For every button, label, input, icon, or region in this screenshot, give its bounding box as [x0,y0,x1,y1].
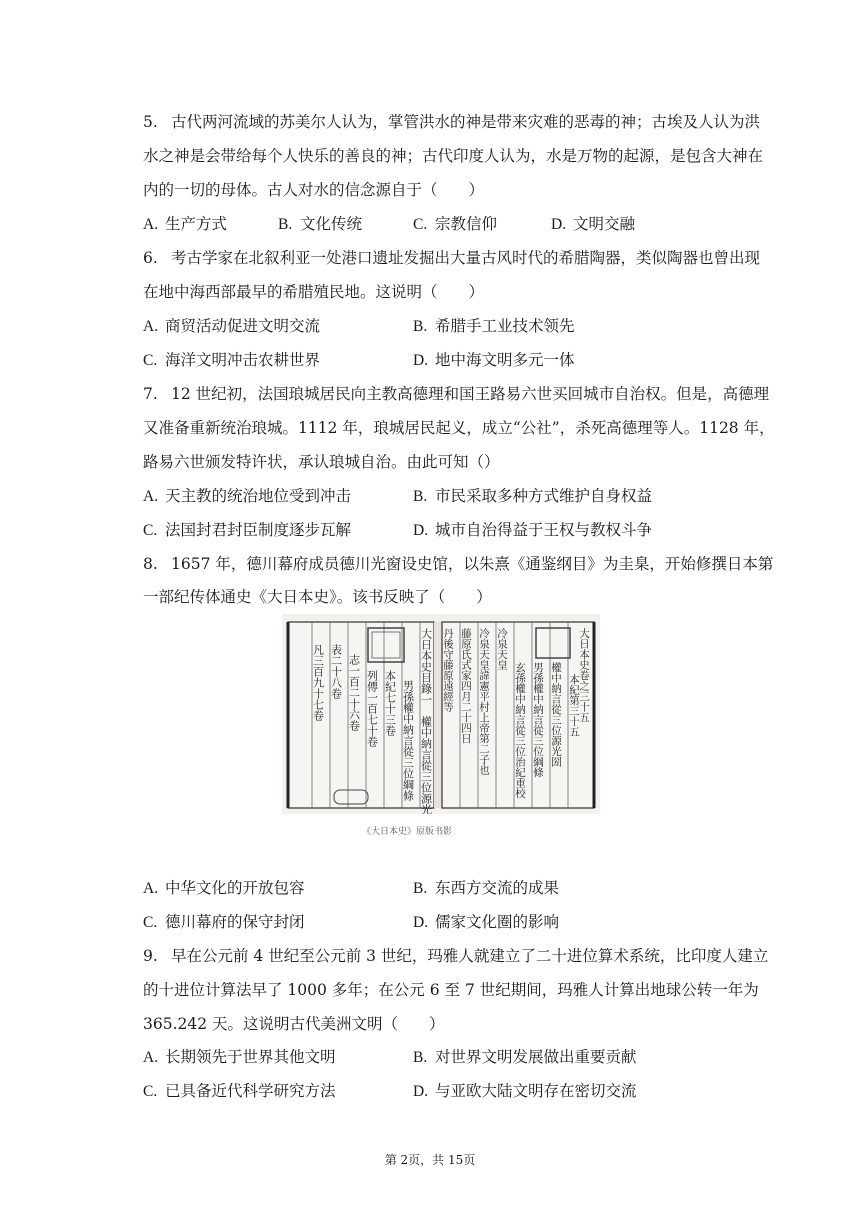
q6-option-d: D. 地中海文明多元一体 [413,351,575,369]
q9-option-d: D. 与亚欧大陆文明存在密切交流 [413,1082,637,1100]
q5-option-b: B. 文化传统 [278,215,363,233]
svg-text:凡三百九十七卷: 凡三百九十七卷 [311,644,325,721]
q7-line-2: 又准备重新统治琅城。1112 年，琅城居民起义，成立“公社”，杀死高德理等人。1128 年， [143,419,775,437]
q8-option-c: C. 德川幕府的保守封闭 [143,913,305,931]
q6-option-b: B. 希腊手工业技术领先 [413,317,575,335]
q8-option-b: B. 东西方交流的成果 [413,879,560,897]
q7-line-3: 路易六世颁发特许状，承认琅城自治。由此可知（） [143,453,500,471]
q5-line-2: 水之神是会带给每个人快乐的善良的神；古代印度人认为，水是万物的起源，是包含大神在 [143,147,764,165]
q6-option-c: C. 海洋文明冲击农耕世界 [143,351,321,369]
q7-line-1: 7. 12 世纪初，法国琅城居民向主教高德理和国王路易六世买回城市自治权。但是，高德理 [143,385,770,403]
svg-text:男孫權中納言從三位綱條: 男孫權中納言從三位綱條 [532,662,544,778]
svg-text:男孫權中納言從三位綱條: 男孫權中納言從三位綱條 [401,680,415,801]
q9-number: 9. [143,947,158,965]
q5-option-a: A. 生产方式 [143,215,228,233]
q9-option-b: B. 对世界文明发展做出重要贡献 [413,1048,637,1066]
q5-number: 5. [143,113,158,131]
q6-number: 6. [143,249,158,267]
q9-line-1: 9. 早在公元前 4 世纪至公元前 3 世纪，玛雅人就建立了二十进位算术系统，比印度人建立 [143,947,769,965]
q6-option-a: A. 商贸活动促进文明交流 [143,317,321,335]
svg-text:本紀第三十五: 本紀第三十五 [568,674,580,737]
svg-text:權中納言從三位源光圀: 權中納言從三位源光圀 [550,662,562,767]
book-scan-image [282,614,600,814]
svg-text:大日本史卷之三十五: 大日本史卷之三十五 [578,628,590,723]
svg-text:志一百二十六卷: 志一百二十六卷 [347,654,361,731]
q5-option-c: C. 宗教信仰 [413,215,498,233]
q6-line-1: 6. 考古学家在北叙利亚一处港口遗址发掘出大量古风时代的希腊陶器，类似陶器也曾出现 [143,249,761,267]
q5-line-1: 5. 古代两河流域的苏美尔人认为，掌管洪水的神是带来灾难的恶毒的神；古埃及人认为洪 [143,113,761,131]
svg-text:表二十八卷: 表二十八卷 [329,644,343,699]
q7-option-a: A. 天主教的统治地位受到冲击 [143,487,352,505]
svg-text:列傳一百七十卷: 列傳一百七十卷 [365,670,379,747]
q7-option-b: B. 市民采取多种方式维护自身权益 [413,487,653,505]
q8-line-2: 一部纪传体通史《大日本史》。该书反映了（ ） [143,588,492,606]
page-footer: 第 2页，共 15页 [384,1153,476,1167]
svg-text:丹後守藤原遠經等: 丹後守藤原遠經等 [442,628,454,712]
svg-text:冷泉天皇: 冷泉天皇 [496,628,508,670]
svg-text:玄孫權中納言從三位治紀重校: 玄孫權中納言從三位治紀重校 [514,662,526,799]
q9-line-3: 365.242 天。这说明古代美洲文明（ ） [143,1015,445,1033]
q7-number: 7. [143,385,158,403]
q9-option-a: A. 长期领先于世界其他文明 [143,1048,336,1066]
q8-line-1: 8. 1657 年，德川幕府成员德川光窗设史馆，以朱熹《通鉴纲目》为圭臬，开始修撰日本第 [143,555,774,573]
svg-text:大日本史目錄一 權中納言從三位源光圀: 大日本史目錄一 權中納言從三位源光圀 [419,628,433,814]
figure-caption: 《大日本史》原版书影 [362,827,453,837]
svg-text:本紀七十三卷: 本紀七十三卷 [383,670,397,736]
q5-option-d: D. 文明交融 [551,215,636,233]
q5-line-3: 内的一切的母体。古人对水的信念源自于（ ） [143,181,485,199]
q8-number: 8. [143,555,158,573]
q9-line-2: 的十进位计算法早了 1000 多年；在公元 6 至 7 世纪期间，玛雅人计算出地球公转一年为 [143,981,759,999]
book-pages-illustration [282,614,600,814]
q7-option-d: D. 城市自治得益于王权与教权斗争 [413,521,653,539]
svg-text:冷泉天皇諱憲平村上帝第二子也: 冷泉天皇諱憲平村上帝第二子也 [478,628,490,775]
q7-option-c: C. 法国封君封臣制度逐步瓦解 [143,521,352,539]
q6-line-2: 在地中海西部最早的希腊殖民地。这说明（ ） [143,283,485,301]
q9-option-c: C. 已具备近代科学研究方法 [143,1082,336,1100]
q8-option-a: A. 中华文化的开放包容 [143,879,305,897]
svg-text:藤原氏式家四月二十四日: 藤原氏式家四月二十四日 [460,628,472,744]
q8-option-d: D. 儒家文化圈的影响 [413,913,560,931]
